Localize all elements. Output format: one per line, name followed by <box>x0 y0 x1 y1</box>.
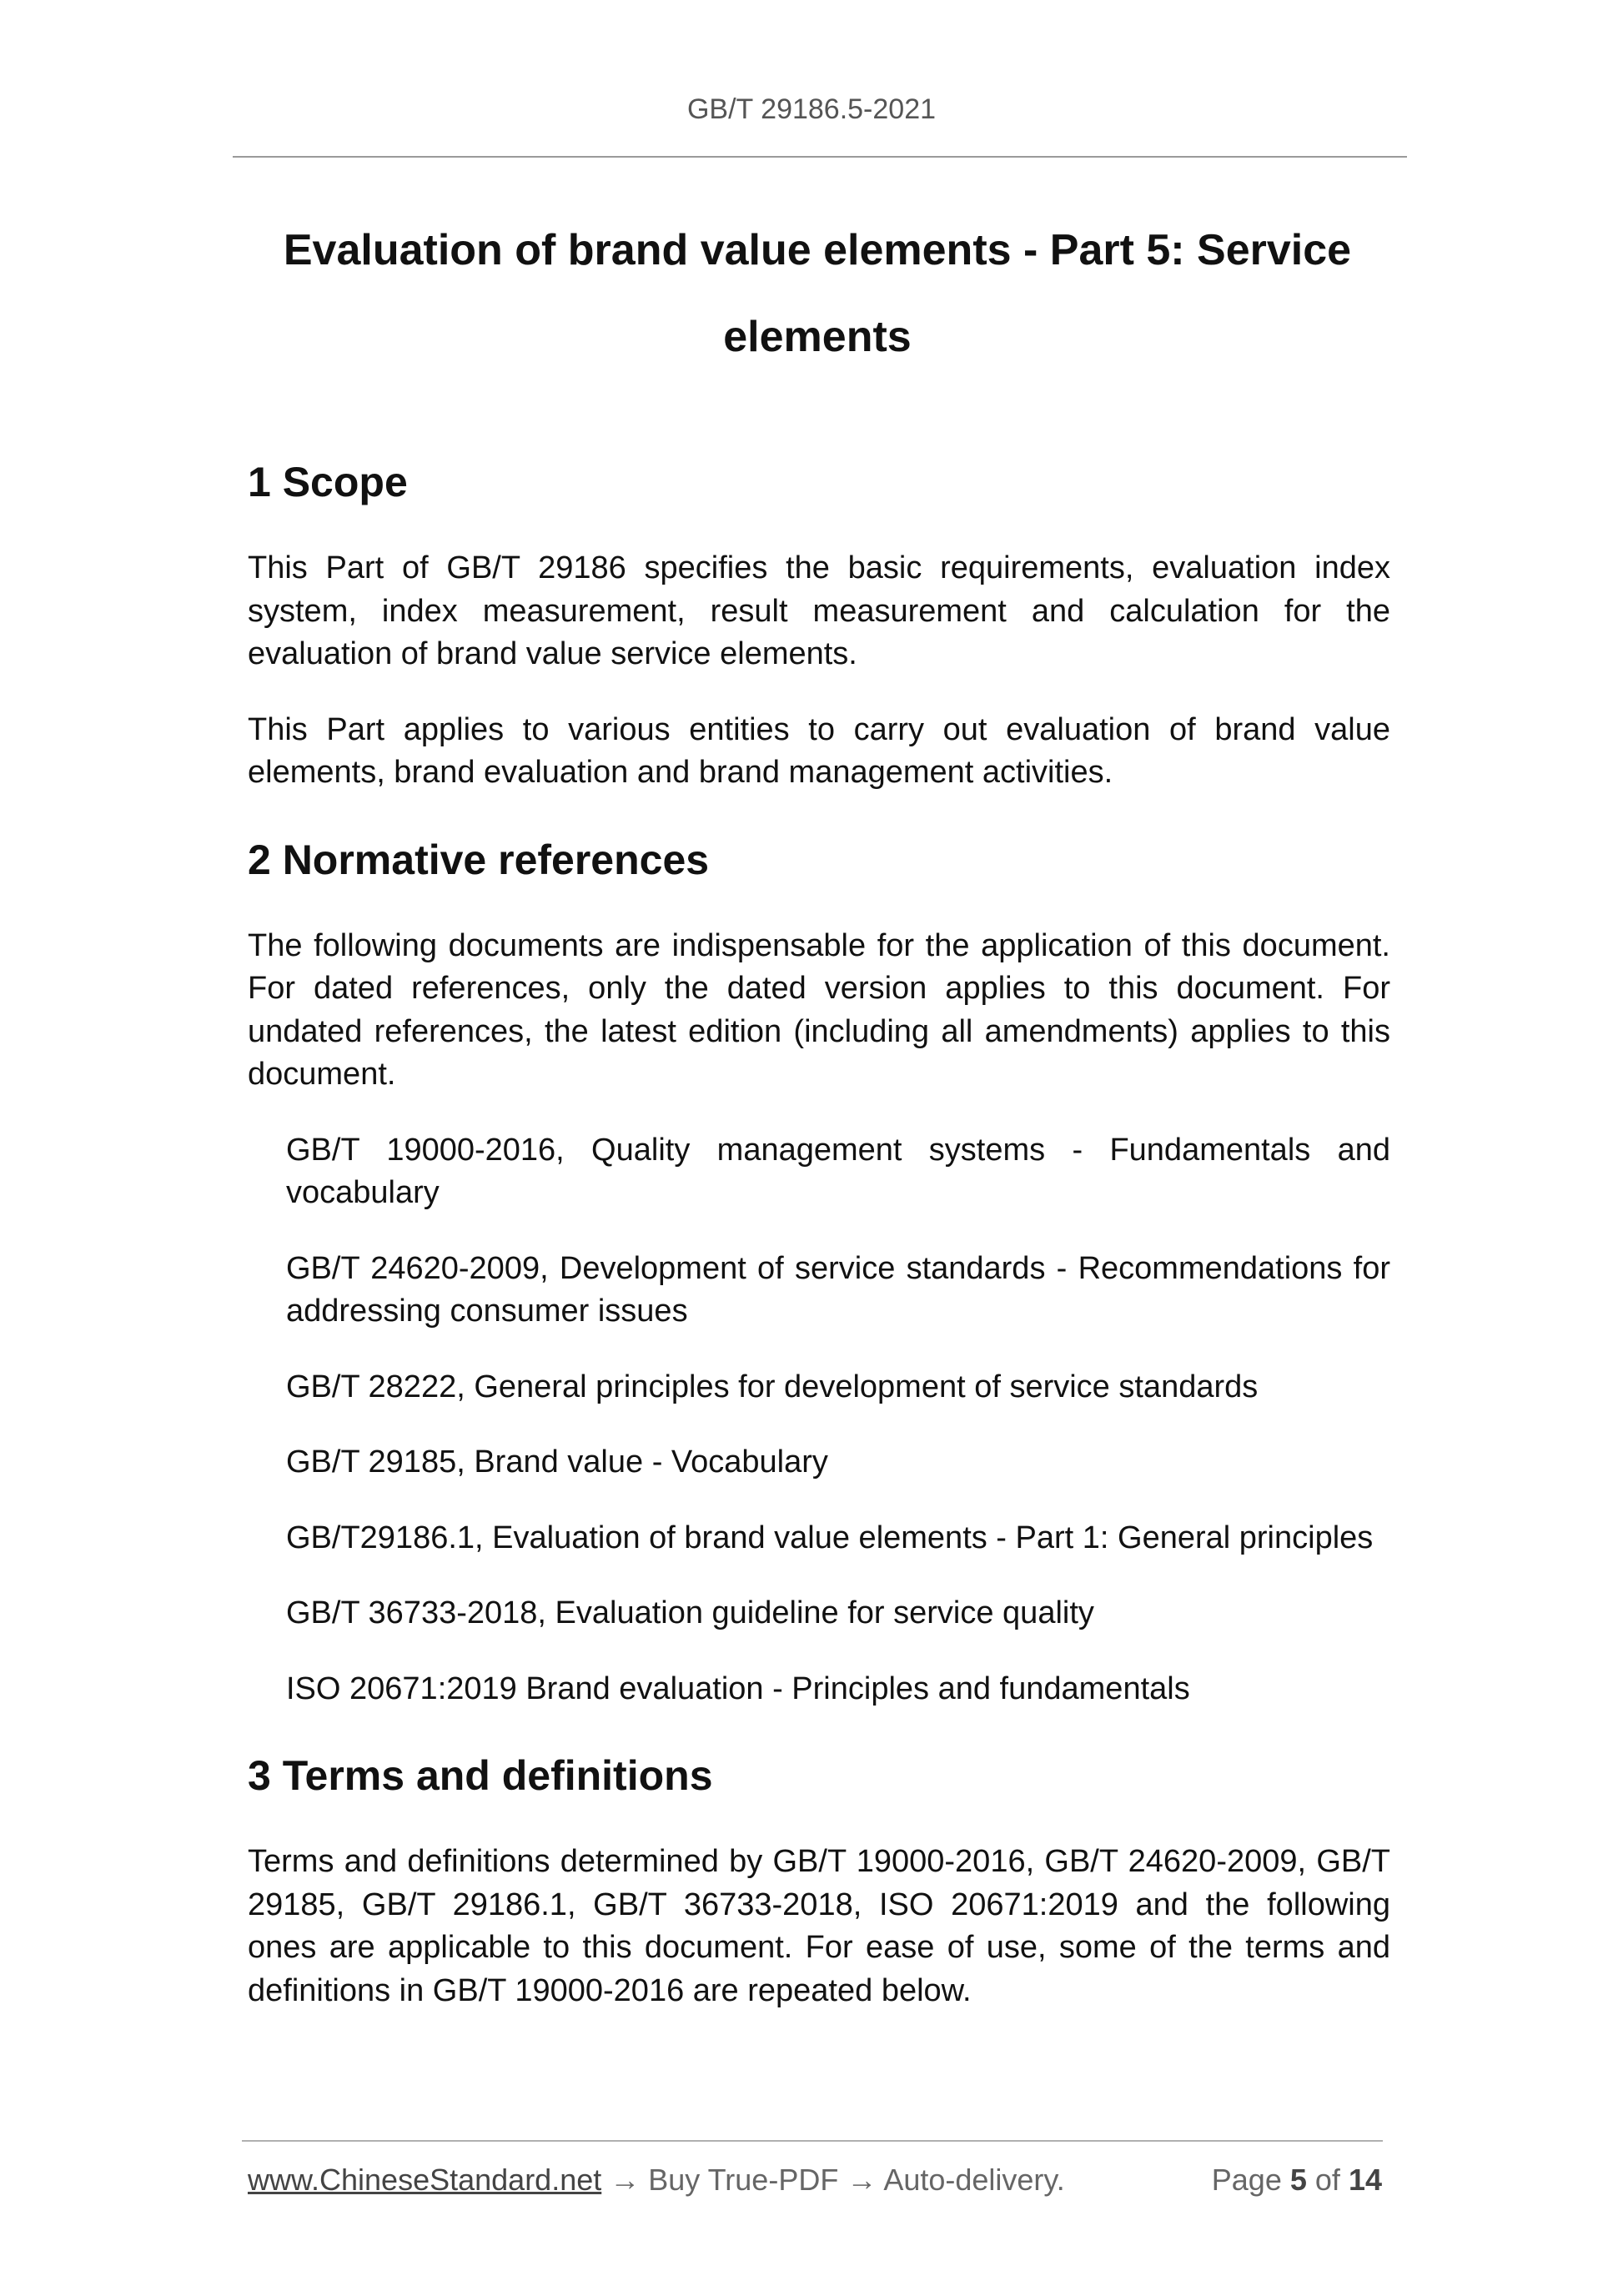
section-heading-scope: 1 Scope <box>248 459 408 505</box>
document-code-header: GB/T 29186.5-2021 <box>686 93 937 125</box>
reference-item: ISO 20671:2019 Brand evaluation - Principles and fundamentals <box>286 1671 1190 1706</box>
reference-item: GB/T29186.1, Evaluation of brand value elements - Part 1: General principles <box>286 1520 1374 1555</box>
scope-paragraph: This Part applies to various entities to carry out evaluation of brand value elements, brand evaluation and brand management activities. <box>248 711 1390 790</box>
document-title-line-1: Evaluation of brand value elements - Part 5: Service <box>283 226 1352 274</box>
reference-item: GB/T 29185, Brand value - Vocabulary <box>286 1444 828 1480</box>
footer-tagline: → Buy True-PDF → Auto-delivery. <box>601 2163 1065 2197</box>
reference-item: GB/T 24620-2009, Development of service standards - Recommendations for addressing consumer issues <box>286 1250 1390 1329</box>
document-title-line-2: elements <box>723 313 912 361</box>
footer-divider <box>242 2140 1383 2142</box>
reference-item: GB/T 19000-2016, Quality management systems - Fundamentals and vocabulary <box>286 1132 1390 1210</box>
chinese-standard-link[interactable]: www.ChineseStandard.net <box>248 2163 602 2197</box>
document-body <box>248 457 1390 2012</box>
current-page: 5 <box>1289 2163 1307 2197</box>
normative-reference-list <box>248 1129 1390 1711</box>
page-of-label: of <box>1314 2163 1340 2197</box>
total-pages: 14 <box>1348 2163 1382 2197</box>
header-divider <box>233 156 1407 158</box>
terms-paragraph: Terms and definitions determined by GB/T 19000-2016, GB/T 24620-2009, GB/T 29185, GB/T 29186.1, GB/T 36733-2018, ISO 20671:2019 and the following ones are applicable to this document. For ease of use, some of the terms and definitions in GB/T 19000-2016 are repeated below. <box>248 1844 1390 2008</box>
normative-intro-paragraph: The following documents are indispensable for the application of this document. For dated references, only the dated version applies to this document. For undated references, the latest edition (including all amendments) applies to this document. <box>248 927 1390 1092</box>
page-number <box>1212 2163 1382 2198</box>
page-label: Page <box>1211 2163 1282 2197</box>
footer-left <box>248 2163 1065 2198</box>
section-heading-terms-and-definitions: 3 Terms and definitions <box>248 1752 713 1799</box>
document-title <box>242 207 1393 380</box>
reference-item: GB/T 36733-2018, Evaluation guideline for service quality <box>286 1595 1094 1630</box>
page-footer <box>248 2163 1382 2204</box>
reference-item: GB/T 28222, General principles for development of service standards <box>286 1369 1259 1404</box>
scope-paragraph: This Part of GB/T 29186 specifies the basic requirements, evaluation index system, index measurement, result measurement and calculation for the evaluation of brand value service elements. <box>248 550 1390 671</box>
section-heading-normative-references: 2 Normative references <box>248 836 710 883</box>
